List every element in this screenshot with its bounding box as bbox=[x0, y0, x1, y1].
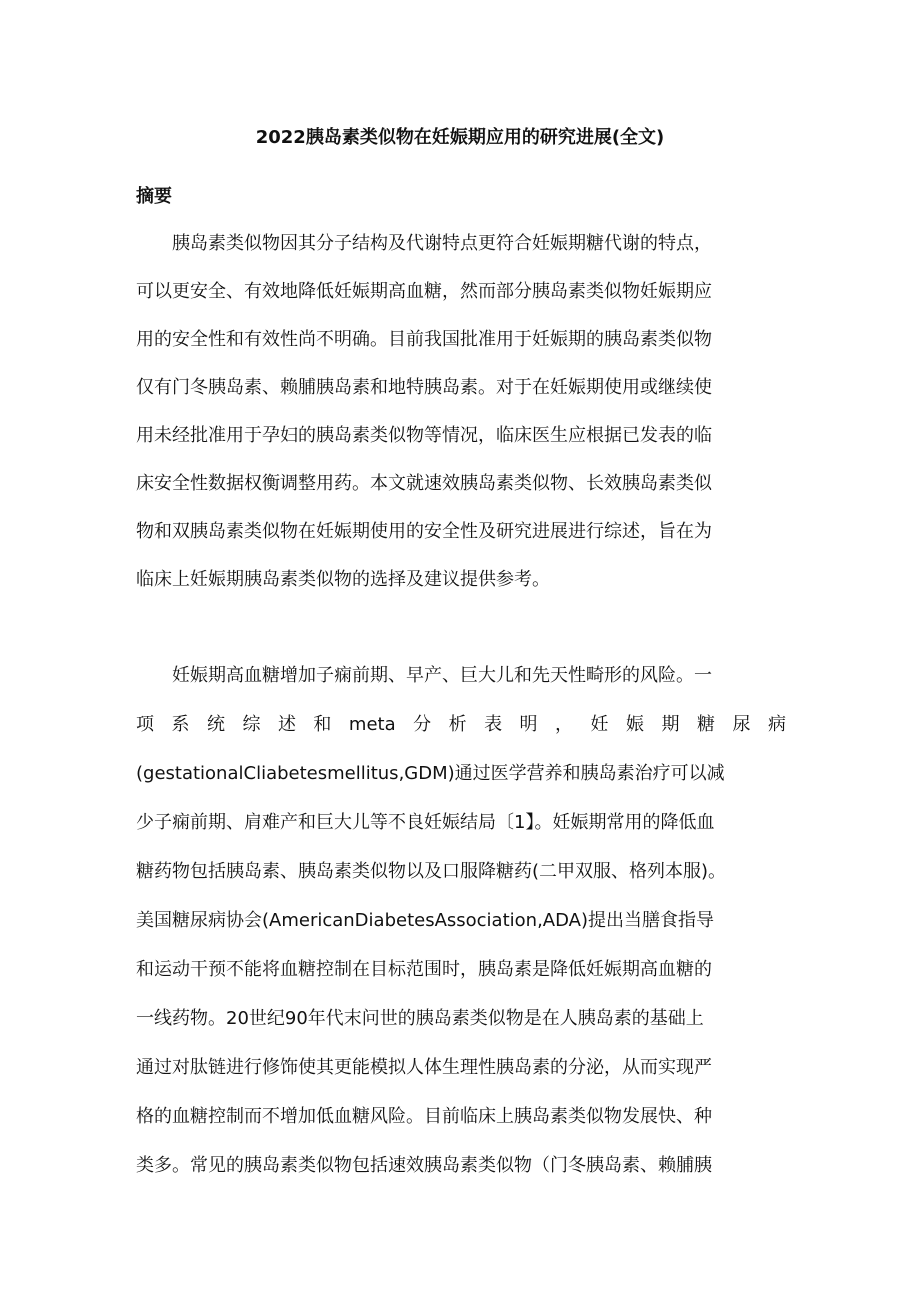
body-line: 和运动干预不能将血糖控制在目标范围时，胰岛素是降低妊娠期高血糖的 bbox=[136, 959, 712, 980]
abstract-heading: 摘要 bbox=[136, 186, 172, 207]
spaced-word: 娠 bbox=[626, 714, 644, 735]
spaced-word: 统 bbox=[206, 714, 225, 735]
spaced-word: 明 bbox=[519, 714, 538, 735]
spaced-word: 分 bbox=[413, 714, 432, 735]
body-line: 美国糖尿病协会(AmericanDiabetesAssociation,ADA)提出当膳食指导 bbox=[136, 910, 714, 931]
spaced-word: 综 bbox=[242, 714, 261, 735]
spaced-word: 尿 bbox=[732, 714, 751, 735]
spaced-word: 项 bbox=[136, 714, 154, 735]
body-line: 少子痫前期、肩难产和巨大儿等不良妊娠结局〔1】。妊娠期常用的降低血 bbox=[136, 812, 715, 833]
body-line: 一线药物。20世纪90年代末问世的胰岛素类似物是在人胰岛素的基础上 bbox=[136, 1008, 704, 1029]
abstract-line: 床安全性数据权衡调整用药。本文就速效胰岛素类似物、长效胰岛素类似 bbox=[136, 473, 712, 494]
spaced-word: 述 bbox=[277, 714, 296, 735]
abstract-line: 用的安全性和有效性尚不明确。目前我国批准用于妊娠期的胰岛素类似物 bbox=[136, 329, 712, 350]
body-line: 通过对肽链进行修饰使其更能模拟人体生理性胰岛素的分泌，从而实现严 bbox=[136, 1057, 712, 1078]
spaced-word: 病 bbox=[767, 714, 786, 735]
spaced-word: 和 bbox=[313, 714, 332, 735]
abstract-line: 仅有门冬胰岛素、赖脯胰岛素和地特胰岛素。对于在妊娠期使用或继续使 bbox=[136, 377, 712, 398]
abstract-line: 物和双胰岛素类似物在妊娠期使用的安全性及研究进展进行综述，旨在为 bbox=[136, 521, 712, 542]
body-line: (gestationalCliabetesmellitus,GDM)通过医学营养和胰岛素治疗可以减 bbox=[136, 763, 725, 784]
abstract-line: 胰岛素类似物因其分子结构及代谢特点更符合妊娠期糖代谢的特点， bbox=[172, 233, 712, 254]
spaced-word: 妊 bbox=[590, 714, 609, 735]
body-line: 格的血糖控制而不增加低血糖风险。目前临床上胰岛素类似物发展快、种 bbox=[136, 1106, 712, 1127]
abstract-line: 临床上妊娠期胰岛素类似物的选择及建议提供参考。 bbox=[136, 569, 550, 590]
body-line: 类多。常见的胰岛素类似物包括速效胰岛素类似物（门冬胰岛素、赖脯胰 bbox=[136, 1155, 712, 1176]
abstract-line: 用未经批准用于孕妇的胰岛素类似物等情况，临床医生应根据已发表的临 bbox=[136, 425, 712, 446]
spaced-word: 析 bbox=[448, 714, 467, 735]
spaced-word: 期 bbox=[661, 714, 680, 735]
spaced-word: 表 bbox=[484, 714, 503, 735]
body-line: 糖药物包括胰岛素、胰岛素类似物以及口服降糖药(二甲双服、格列本服)。 bbox=[136, 861, 727, 882]
body-line: 妊娠期高血糖增加子痫前期、早产、巨大儿和先天性畸形的风险。一 bbox=[172, 665, 712, 686]
body-line-spaced bbox=[136, 711, 786, 739]
spaced-word: 系 bbox=[171, 714, 190, 735]
spaced-word: ， bbox=[555, 714, 574, 735]
abstract-line: 可以更安全、有效地降低妊娠期高血糖，然而部分胰岛素类似物妊娠期应 bbox=[136, 281, 712, 302]
document-title: 2022胰岛素类似物在妊娠期应用的研究进展(全文) bbox=[255, 127, 665, 148]
spaced-word: 糖 bbox=[696, 714, 715, 735]
spaced-word: meta bbox=[348, 714, 396, 735]
